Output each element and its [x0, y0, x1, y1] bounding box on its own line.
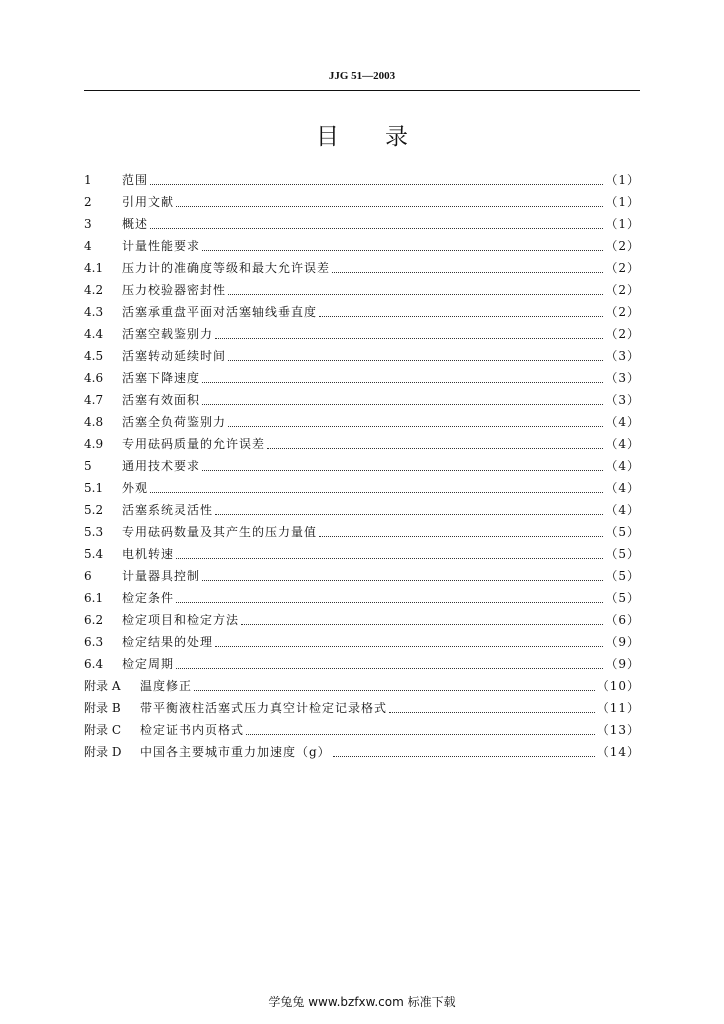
toc-entry-page: （2） — [605, 283, 640, 297]
toc-entry-number: 6.2 — [84, 613, 104, 627]
toc-entry[interactable] — [84, 521, 640, 543]
toc-entry[interactable] — [84, 235, 640, 257]
toc-entry[interactable] — [84, 653, 640, 675]
toc-entry[interactable] — [84, 345, 640, 367]
toc-entry-number: 1 — [84, 173, 92, 187]
toc-entry[interactable] — [84, 323, 640, 345]
toc-entry-number: 4.4 — [84, 327, 104, 341]
toc-dot-leader — [150, 227, 603, 229]
toc-dot-leader — [228, 293, 603, 295]
toc-entry[interactable] — [84, 697, 640, 719]
toc-title: 目录 — [316, 124, 454, 150]
toc-dot-leader — [176, 667, 603, 669]
toc-entry[interactable] — [84, 741, 640, 763]
toc-entry[interactable] — [84, 543, 640, 565]
toc-entry-label: 范围 — [122, 173, 149, 187]
toc-entry-page: （5） — [605, 591, 640, 605]
toc-entry-label: 检定条件 — [122, 591, 175, 605]
toc-entry-page: （5） — [605, 569, 640, 583]
toc-entry-label: 活塞下降速度 — [122, 371, 201, 385]
toc-entry-page: （3） — [605, 393, 640, 407]
toc-entry-page: （11） — [596, 701, 640, 715]
toc-entry-number: 5.1 — [84, 481, 104, 495]
toc-entry[interactable] — [84, 587, 640, 609]
toc-entry-number: 6.3 — [84, 635, 104, 649]
toc-entry-label: 活塞承重盘平面对活塞轴线垂直度 — [122, 305, 318, 319]
toc-entry-page: （4） — [605, 481, 640, 495]
toc-entry-page: （4） — [605, 459, 640, 473]
toc-entry-label: 计量性能要求 — [122, 239, 201, 253]
toc-entry-number: 4.2 — [84, 283, 104, 297]
toc-entry-number: 4.6 — [84, 371, 104, 385]
toc-entry-label: 中国各主要城市重力加速度（g） — [140, 745, 331, 759]
toc-entry-label: 温度修正 — [140, 679, 193, 693]
toc-entry-page: （14） — [596, 745, 640, 759]
toc-entry-label: 活塞有效面积 — [122, 393, 201, 407]
toc-entry-number: 6.1 — [84, 591, 104, 605]
toc-dot-leader — [319, 535, 603, 537]
toc-entry[interactable] — [84, 455, 640, 477]
toc-entry-label: 引用文献 — [122, 195, 175, 209]
toc-entry-page: （2） — [605, 327, 640, 341]
toc-entry-page: （3） — [605, 371, 640, 385]
toc-entry-number: 附录 B — [84, 701, 121, 715]
toc-dot-leader — [176, 205, 603, 207]
toc-entry[interactable] — [84, 675, 640, 697]
toc-entry-page: （5） — [605, 547, 640, 561]
toc-dot-leader — [150, 183, 603, 185]
toc-entry-label: 计量器具控制 — [122, 569, 201, 583]
toc-entry-label: 检定周期 — [122, 657, 175, 671]
toc-dot-leader — [202, 381, 603, 383]
toc-entry-label: 活塞全负荷鉴别力 — [122, 415, 227, 429]
toc-dot-leader — [202, 249, 603, 251]
toc-dot-leader — [215, 645, 603, 647]
toc-entry-page: （4） — [605, 437, 640, 451]
toc-entry-label: 电机转速 — [122, 547, 175, 561]
document-code-header: JJG 51—2003 — [328, 70, 396, 82]
toc-entry[interactable] — [84, 257, 640, 279]
toc-entry-page: （3） — [605, 349, 640, 363]
toc-entry-label: 专用砝码数量及其产生的压力量值 — [122, 525, 318, 539]
toc-entry-number: 5 — [84, 459, 92, 473]
toc-dot-leader — [150, 491, 603, 493]
toc-entry-number: 3 — [84, 217, 92, 231]
toc-entry[interactable] — [84, 477, 640, 499]
toc-entry[interactable] — [84, 279, 640, 301]
footer-watermark: 学兔兔 www.bzfxw.com 标准下载 — [268, 995, 456, 1009]
toc-entry-page: （10） — [596, 679, 640, 693]
toc-dot-leader — [176, 557, 603, 559]
toc-dot-leader — [215, 513, 603, 515]
toc-dot-leader — [176, 601, 603, 603]
toc-dot-leader — [202, 403, 603, 405]
toc-entry-label: 检定证书内页格式 — [140, 723, 245, 737]
toc-entry-label: 专用砝码质量的允许误差 — [122, 437, 266, 451]
toc-entry[interactable] — [84, 169, 640, 191]
toc-entry[interactable] — [84, 631, 640, 653]
toc-entry[interactable] — [84, 301, 640, 323]
toc-entry-number: 5.2 — [84, 503, 104, 517]
toc-dot-leader — [241, 623, 603, 625]
toc-entry-label: 外观 — [122, 481, 149, 495]
toc-entry[interactable] — [84, 367, 640, 389]
toc-entry[interactable] — [84, 609, 640, 631]
toc-entry-page: （2） — [605, 239, 640, 253]
toc-dot-leader — [228, 425, 603, 427]
toc-dot-leader — [194, 689, 595, 691]
toc-entry-number: 6.4 — [84, 657, 104, 671]
toc-entry-page: （13） — [596, 723, 640, 737]
toc-entry-number: 4.8 — [84, 415, 104, 429]
toc-entry-number: 4.9 — [84, 437, 104, 451]
toc-entry[interactable] — [84, 433, 640, 455]
toc-entry-number: 附录 C — [84, 723, 121, 737]
toc-entry-page: （4） — [605, 415, 640, 429]
toc-entry-page: （1） — [605, 195, 640, 209]
toc-entry-page: （9） — [605, 635, 640, 649]
toc-entry-number: 2 — [84, 195, 92, 209]
toc-entry-label: 压力校验器密封性 — [122, 283, 227, 297]
toc-dot-leader — [202, 579, 603, 581]
toc-entry-number: 6 — [84, 569, 92, 583]
toc-entry[interactable] — [84, 389, 640, 411]
toc-entry[interactable] — [84, 565, 640, 587]
toc-entry-label: 带平衡液柱活塞式压力真空计检定记录格式 — [140, 701, 388, 715]
toc-entry-label: 压力计的准确度等级和最大允许误差 — [122, 261, 331, 275]
toc-entry-number: 5.4 — [84, 547, 104, 561]
toc-entry-page: （2） — [605, 261, 640, 275]
toc-entry-label: 检定项目和检定方法 — [122, 613, 240, 627]
toc-entry-page: （9） — [605, 657, 640, 671]
toc-entry-page: （4） — [605, 503, 640, 517]
toc-dot-leader — [389, 711, 595, 713]
toc-entry-page: （1） — [605, 173, 640, 187]
toc-dot-leader — [267, 447, 603, 449]
toc-entry-number: 4 — [84, 239, 92, 253]
toc-dot-leader — [246, 733, 595, 735]
toc-entry-page: （6） — [605, 613, 640, 627]
toc-entry[interactable] — [84, 499, 640, 521]
toc-entry[interactable] — [84, 719, 640, 741]
toc-entry-number: 5.3 — [84, 525, 104, 539]
toc-entry-label: 通用技术要求 — [122, 459, 201, 473]
header-rule — [84, 90, 640, 91]
toc-entry-page: （5） — [605, 525, 640, 539]
toc-entry-number: 附录 D — [84, 745, 122, 759]
toc-entry-label: 检定结果的处理 — [122, 635, 214, 649]
toc-entry-number: 4.3 — [84, 305, 104, 319]
toc-entry-label: 活塞空载鉴别力 — [122, 327, 214, 341]
toc-entry[interactable] — [84, 191, 640, 213]
toc-dot-leader — [228, 359, 603, 361]
toc-entry-number: 4.5 — [84, 349, 104, 363]
toc-dot-leader — [332, 271, 603, 273]
table-of-contents — [84, 169, 640, 763]
toc-dot-leader — [215, 337, 603, 339]
toc-entry-label: 活塞系统灵活性 — [122, 503, 214, 517]
toc-dot-leader — [333, 755, 595, 757]
toc-dot-leader — [319, 315, 603, 317]
toc-dot-leader — [202, 469, 603, 471]
toc-entry-number: 附录 A — [84, 679, 121, 693]
toc-entry-label: 活塞转动延续时间 — [122, 349, 227, 363]
toc-entry-page: （2） — [605, 305, 640, 319]
toc-entry-number: 4.7 — [84, 393, 104, 407]
toc-entry-number: 4.1 — [84, 261, 104, 275]
toc-entry-label: 概述 — [122, 217, 149, 231]
toc-entry[interactable] — [84, 213, 640, 235]
toc-entry[interactable] — [84, 411, 640, 433]
toc-entry-page: （1） — [605, 217, 640, 231]
